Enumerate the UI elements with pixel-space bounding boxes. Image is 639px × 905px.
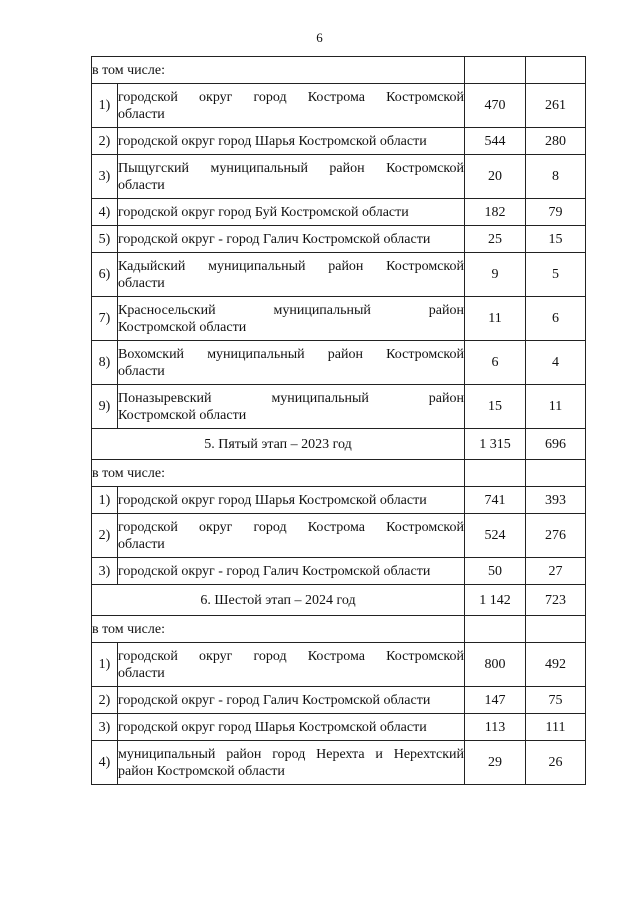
municipality-name	[118, 341, 465, 385]
municipality-name-line2: области	[118, 665, 165, 681]
row-number: 4)	[92, 741, 118, 785]
municipality-name-line2: области	[118, 106, 165, 122]
value-second: 111	[526, 714, 586, 741]
value-second: 75	[526, 687, 586, 714]
municipality-name-line1: городской округ город Шарья Костромской области	[118, 133, 427, 149]
value-total: 11	[465, 297, 526, 341]
row-number: 3)	[92, 155, 118, 199]
subheader-label: в том числе:	[92, 57, 465, 84]
value-second: 11	[526, 385, 586, 429]
value-second: 79	[526, 199, 586, 226]
row-number: 1)	[92, 487, 118, 514]
municipality-name-line1: городской округ - город Галич Костромской области	[118, 231, 431, 247]
row-number: 9)	[92, 385, 118, 429]
municipality-name-line1: городской округ город Кострома Костромской	[118, 648, 465, 664]
empty-cell	[526, 460, 586, 487]
value-total: 1 315	[465, 429, 526, 460]
row-number: 3)	[92, 558, 118, 585]
value-total: 50	[465, 558, 526, 585]
municipality-name-line2: Костромской области	[118, 407, 247, 423]
value-second: 26	[526, 741, 586, 785]
table-row	[92, 558, 586, 585]
municipality-name	[118, 253, 465, 297]
value-total: 20	[465, 155, 526, 199]
municipality-name	[118, 514, 465, 558]
table-row	[92, 741, 586, 785]
municipality-name	[118, 385, 465, 429]
municipality-name	[118, 226, 465, 253]
value-second: 280	[526, 128, 586, 155]
value-second: 393	[526, 487, 586, 514]
municipality-name-line2: области	[118, 275, 165, 291]
value-total: 9	[465, 253, 526, 297]
value-second: 5	[526, 253, 586, 297]
row-number: 8)	[92, 341, 118, 385]
page-number: 6	[316, 30, 323, 45]
empty-cell	[465, 57, 526, 84]
row-number: 2)	[92, 128, 118, 155]
stage-title: 6. Шестой этап – 2024 год	[92, 585, 465, 616]
municipality-name-line1: городской округ город Буй Костромской области	[118, 204, 409, 220]
municipality-name	[118, 128, 465, 155]
value-total: 6	[465, 341, 526, 385]
stage-title: 5. Пятый этап – 2023 год	[92, 429, 465, 460]
value-second: 4	[526, 341, 586, 385]
table-row	[92, 714, 586, 741]
municipality-name-line2: области	[118, 536, 165, 552]
municipality-name-line1: муниципальный район город Нерехта и Нерехтский	[118, 746, 465, 762]
row-number: 3)	[92, 714, 118, 741]
value-total: 800	[465, 643, 526, 687]
value-second: 261	[526, 84, 586, 128]
value-total: 1 142	[465, 585, 526, 616]
row-number: 1)	[92, 84, 118, 128]
row-number: 2)	[92, 687, 118, 714]
table-row	[92, 297, 586, 341]
subheader-row	[92, 616, 586, 643]
value-second: 492	[526, 643, 586, 687]
value-total: 741	[465, 487, 526, 514]
empty-cell	[465, 616, 526, 643]
table-row	[92, 253, 586, 297]
municipality-name-line1: городской округ город Шарья Костромской области	[118, 492, 427, 508]
municipality-name-line2: области	[118, 363, 165, 379]
municipality-name-line1: Вохомский муниципальный район Костромской	[118, 346, 465, 362]
municipality-name-line1: Поназыревский муниципальный район	[118, 390, 465, 406]
municipality-name-line1: Пыщугский муниципальный район Костромской	[118, 160, 465, 176]
value-total: 182	[465, 199, 526, 226]
empty-cell	[526, 616, 586, 643]
municipality-name-line1: Красносельский муниципальный район	[118, 302, 465, 318]
value-total: 29	[465, 741, 526, 785]
value-total: 113	[465, 714, 526, 741]
value-total: 470	[465, 84, 526, 128]
value-total: 25	[465, 226, 526, 253]
value-second: 15	[526, 226, 586, 253]
municipality-name	[118, 155, 465, 199]
empty-cell	[526, 57, 586, 84]
table-row	[92, 341, 586, 385]
municipality-name-line2: Костромской области	[118, 319, 247, 335]
value-second: 276	[526, 514, 586, 558]
value-total: 524	[465, 514, 526, 558]
table-row	[92, 687, 586, 714]
subheader-row	[92, 57, 586, 84]
table-row	[92, 514, 586, 558]
municipality-name-line1: городской округ - город Галич Костромской области	[118, 692, 431, 708]
municipality-name	[118, 84, 465, 128]
municipality-name	[118, 297, 465, 341]
row-number: 1)	[92, 643, 118, 687]
table-row	[92, 199, 586, 226]
municipality-name	[118, 741, 465, 785]
table-row	[92, 128, 586, 155]
municipality-name-line1: Кадыйский муниципальный район Костромской	[118, 258, 465, 274]
municipality-name	[118, 714, 465, 741]
empty-cell	[465, 460, 526, 487]
table-row	[92, 84, 586, 128]
value-second: 6	[526, 297, 586, 341]
value-total: 147	[465, 687, 526, 714]
table-row	[92, 487, 586, 514]
table-row	[92, 385, 586, 429]
municipality-name	[118, 687, 465, 714]
value-second: 27	[526, 558, 586, 585]
row-number: 7)	[92, 297, 118, 341]
row-number: 2)	[92, 514, 118, 558]
municipality-name-line1: городской округ город Кострома Костромской	[118, 519, 465, 535]
row-number: 6)	[92, 253, 118, 297]
subheader-label: в том числе:	[92, 616, 465, 643]
row-number: 4)	[92, 199, 118, 226]
value-total: 15	[465, 385, 526, 429]
municipality-name-line1: городской округ город Шарья Костромской области	[118, 719, 427, 735]
table-row	[92, 226, 586, 253]
table-row	[92, 155, 586, 199]
value-second: 723	[526, 585, 586, 616]
data-table	[91, 56, 586, 785]
stage-row	[92, 585, 586, 616]
municipality-name	[118, 643, 465, 687]
table-row	[92, 643, 586, 687]
municipality-name-line1: городской округ - город Галич Костромской области	[118, 563, 431, 579]
value-second: 8	[526, 155, 586, 199]
municipality-name	[118, 558, 465, 585]
subheader-row	[92, 460, 586, 487]
value-total: 544	[465, 128, 526, 155]
municipality-name-line2: области	[118, 177, 165, 193]
municipality-name-line2: район Костромской области	[118, 763, 285, 779]
municipality-name-line1: городской округ город Кострома Костромской	[118, 89, 465, 105]
municipality-name	[118, 199, 465, 226]
row-number: 5)	[92, 226, 118, 253]
stage-row	[92, 429, 586, 460]
value-second: 696	[526, 429, 586, 460]
subheader-label: в том числе:	[92, 460, 465, 487]
municipality-name	[118, 487, 465, 514]
